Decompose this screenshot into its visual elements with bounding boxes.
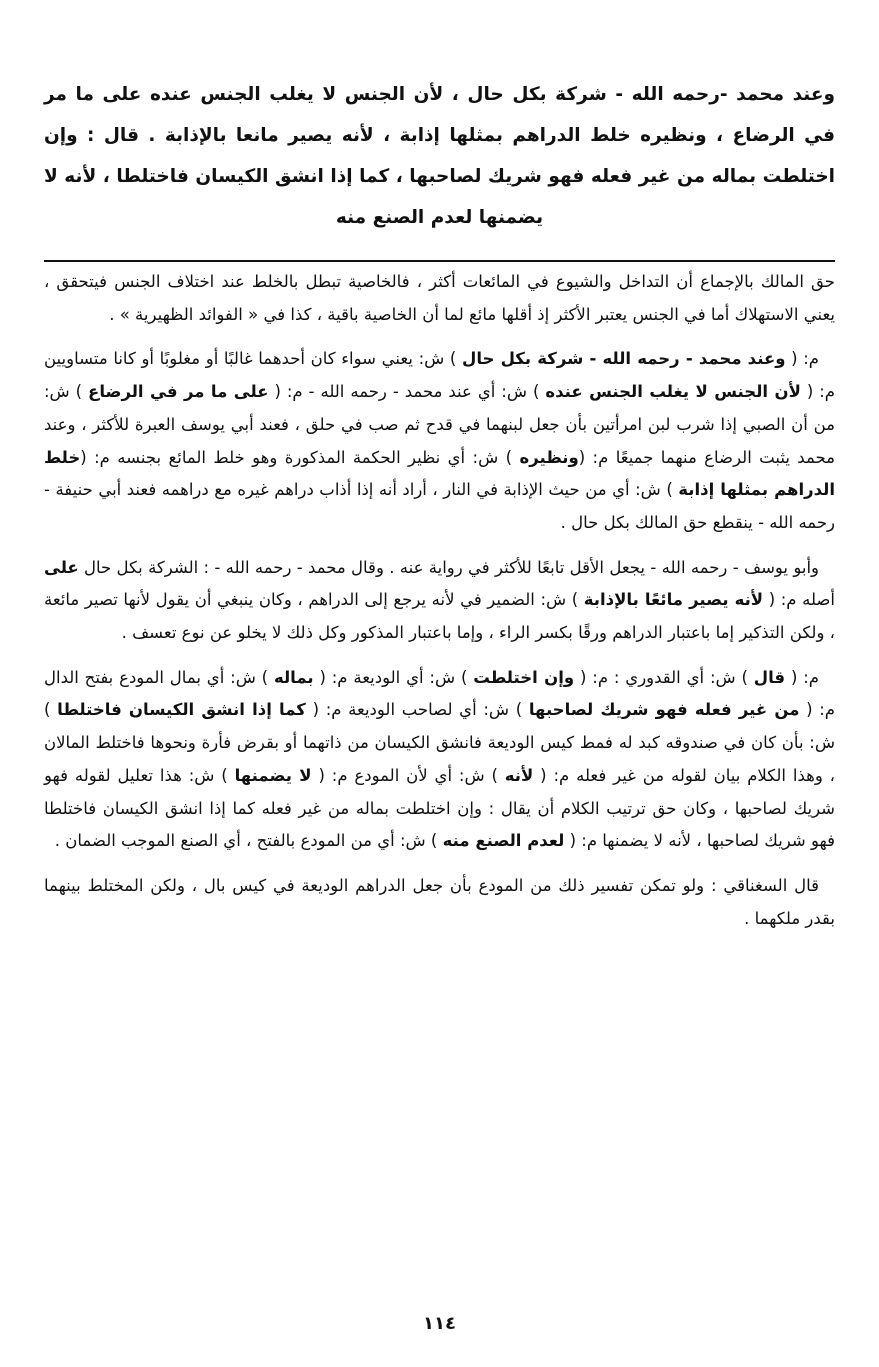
- commentary-text: ) ش: الضمير في لأنه يرجع إلى الدراهم ، وكان ينبغي أن يقول لأنها تصير مائعة ، ولكن التذكير إما باعتبار الدراهم ورقًا بكسر الراء ، وإما باعتبار المذكور وكل ذلك لا يخلو عن نوع تعسف .: [44, 590, 835, 643]
- commentary-text: ) ش: بأن كان في صندوقه كبد له فمط كيس الوديعة فانشق الكيسان من ذاتهما أو بقرض فأرة ونحوها فاختلط المالان ، وهذا الكلام بيان لقوله من غير فعله م: (: [44, 700, 835, 785]
- matn-quote: كما إذا انشق الكيسان فاختلطا: [57, 700, 306, 720]
- matn-quote: على: [44, 557, 79, 577]
- commentary-text: أصله م: (: [763, 590, 835, 610]
- commentary-text: ) ش: أي لأن المودع م: (: [311, 765, 505, 785]
- page-number: ١١٤: [423, 1313, 456, 1334]
- commentary: [44, 266, 835, 935]
- commentary-paragraph: حق المالك بالإجماع أن التداخل والشيوع في المائعات أكثر ، فالخاصية تبطل بالخلط عند اختلاف الجنس فيتحقق ، يعني الاستهلاك أما في الجنس يعتبر الأكثر إذ أقلها مائع لما أن الخاصية باقية ، كذا في « الفوائد الظهيرية » .: [44, 272, 835, 324]
- matn-quote: لأنه: [504, 765, 534, 785]
- commentary-text: ) ش: أي الوديعة م: (: [313, 667, 474, 687]
- matn-quote: ونظيره: [519, 447, 579, 467]
- commentary-text: ) ش: أي عند محمد - رحمه الله - م: (: [268, 382, 546, 402]
- commentary-text: م: (: [785, 667, 820, 687]
- commentary-paragraph: [44, 662, 835, 858]
- matn-quote: خلط الدراهم بمثلها إذابة: [44, 447, 835, 500]
- page-body: [44, 74, 835, 947]
- matn-quote: لأن الجنس لا يغلب الجنس عنده: [545, 382, 801, 402]
- commentary-text: ) ش: من أن الصبي إذا شرب لبن امرأتين بأن جعل لبنهما في قدح ثم صب في حلق ، فعند أبي يوسف العبرة للأكثر ، وعند محمد يثبت الرضاع منهما جميعًا م: (: [44, 382, 835, 467]
- commentary-text: ) ش: أي لصاحب الوديعة م: (: [305, 700, 529, 720]
- commentary-text: ) ش: أي بمال المودع بفتح الدال م: (: [44, 667, 835, 720]
- commentary-text: وأبو يوسف - رحمه الله - يجعل الأقل تابعًا للأكثر في رواية عنه . وقال محمد - رحمه الله - : الشركة بكل حال: [78, 557, 819, 577]
- commentary-text: ) ش: هذا تعليل لقوله فهو شريك لصاحبها ، وكان حق ترتيب الكلام أن يقال : وإن اختلطت بماله من غير فعله كما إذا انشق الكيسان فاختلطا فهو شريك لصاحبها ، لأنه لا يضمنها م: (: [44, 765, 835, 851]
- commentary-text: ) ش: يعني سواء كان أحدهما غالبًا أو مغلوبًا أو كانا متساويين م: (: [44, 349, 835, 402]
- matn-quote: لا يضمنها: [234, 765, 312, 785]
- commentary-text: م: (: [785, 349, 819, 369]
- commentary-text: ) ش: أي من المودع بالفتح ، أي الصنع الموجب الضمان .: [54, 831, 443, 851]
- commentary-text: ) ش: أي القدوري : م: (: [574, 667, 754, 687]
- matn-quote: من غير فعله فهو شريك لصاحبها: [528, 700, 800, 720]
- commentary-text: ) ش: أي نظير الحكمة المذكورة وهو خلط المائع بجنسه م: (: [80, 447, 520, 467]
- matn-quote: لعدم الصنع منه: [442, 831, 565, 851]
- matn-quote: وإن اختلطت: [473, 667, 575, 687]
- commentary-paragraph: [44, 343, 835, 539]
- matn-quote: لأنه يصير مائعًا بالإذابة: [583, 590, 764, 610]
- matn-quote: على ما مر في الرضاع: [88, 382, 269, 402]
- separator-line: [44, 260, 835, 262]
- commentary-paragraph: [44, 552, 835, 650]
- main-text: وعند محمد -رحمه الله - شركة بكل حال ، لأن الجنس لا يغلب الجنس عنده على ما مر في الرضاع ، ونظيره خلط الدراهم بمثلها إذابة ، لأنه يصير مانعا بالإذابة . قال : وإن اختلطت بماله من غير فعله فهو شريك لصاحبها ، كما إذا انشق الكيسان فاختلطا ، لأنه لا يضمنها لعدم الصنع منه: [44, 84, 835, 228]
- matn-quote: بماله: [273, 667, 314, 687]
- commentary-paragraph: قال السغناقي : ولو تمكن تفسير ذلك من المودع بأن جعل الدراهم الوديعة في كيس بال ، ولكن المختلط بينهما بقدر ملكهما .: [44, 875, 835, 928]
- matn-quote: قال: [753, 667, 786, 687]
- matn-quote: وعند محمد - رحمه الله - شركة بكل حال: [462, 349, 786, 369]
- commentary-text: ) ش: أي من حيث الإذابة في النار ، أراد أنه إذا أذاب دراهم غيره مع دراهمه فعند أبي حنيفة - رحمه الله - ينقطع حق المالك بكل حال .: [44, 480, 835, 532]
